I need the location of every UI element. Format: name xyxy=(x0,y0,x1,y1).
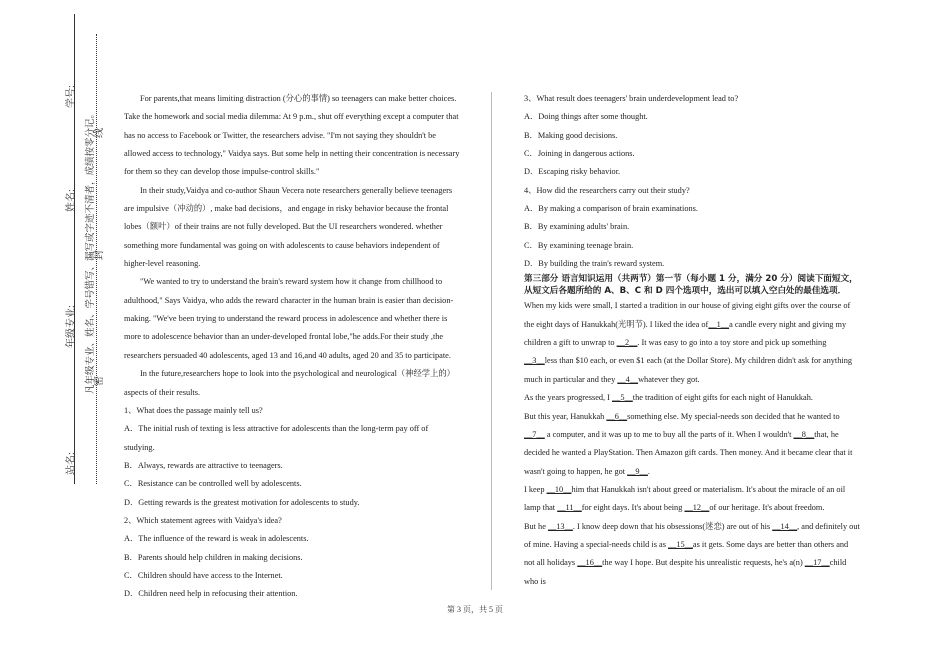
cloze-text: But he xyxy=(524,521,546,531)
cloze-blank-15: __15__ xyxy=(668,539,693,549)
question-4-option-b: B．By examining adults' brain. xyxy=(524,222,630,232)
question-4-option-d: D．By building the train's reward system. xyxy=(524,259,665,269)
cloze-text: whatever they got. xyxy=(638,374,700,384)
question-2-option-a: A．The influence of the reward is weak in adolescents. xyxy=(124,534,309,544)
question-3: 3、What result does teenagers' brain underdevelopment lead to? xyxy=(524,94,739,103)
cloze-blank-5: __5__ xyxy=(612,393,633,403)
section-heading: 第三部分 语言知识运用（共两节）第一节（每小题 1 分，满分 20 分）阅读下面短文，从短文后各题所给的 A、B、C 和 D 四个选项中，选出可以填入空白处的最佳选项． xyxy=(524,274,858,297)
cloze-blank-12: __12__ xyxy=(684,503,710,513)
cloze-blank-16: __16__ xyxy=(577,558,603,568)
question-1-option-d: D．Getting rewards is the greatest motivation for adolescents to study. xyxy=(124,497,360,507)
cloze-blank-11: __11__ xyxy=(557,503,582,513)
question-2-option-b: B．Parents should help children in making decisions. xyxy=(124,552,303,562)
binding-margin xyxy=(0,0,118,672)
question-1-option-c: C．Resistance can be controlled well by adolescents. xyxy=(124,479,302,489)
seal-char-2: 封 xyxy=(94,250,105,260)
cloze-text: . It was easy to go into a toy store and pick up something xyxy=(637,338,827,348)
passage-paragraph: In their study,Vaidya and co-author Shaun Vecera note researchers generally believe teenagers are impulsive（冲动的）, make bad decisions，and engage in risky behavior because the frontal lobes（额叶）of their trains are not fully developed. But the UI researchers wondered. whether something more fundamental was going on with adolescents to cause behaviors independent of higher-level reasoning. xyxy=(124,185,453,269)
class-label: 年级专业: xyxy=(66,305,77,348)
question-2-option-c: C．Children should have access to the Internet. xyxy=(124,570,283,580)
cloze-text: less than $10 each, or even $1 each (at the Dollar Store). My children didn't ask for anything much in particular and they xyxy=(524,356,852,384)
cloze-text: . xyxy=(647,466,650,476)
question-3-option-d: D．Escaping risky behavior. xyxy=(524,167,621,177)
cloze-blank-4: __4__ xyxy=(617,374,639,384)
seal-char: 密 xyxy=(94,376,105,386)
passage-paragraph: For parents,that means limiting distraction (分心的事情) so teenagers can make better choices. Take the homework and social media dilemma: At 9 p.m., shut off everything except a computer that has no access to Facebook or Twitter, the researchers advise. "I'm not saying they shouldn't be allowed access to technology," Vaidya says. But some help in netting their concentration is necessary for them so they can develop those impulse-control skills." xyxy=(124,94,460,177)
column-divider xyxy=(491,92,492,590)
cloze-text: As the years progressed, I xyxy=(524,393,610,403)
cloze-paragraph xyxy=(524,389,860,407)
question-3-option-a: A．Doing things after some thought. xyxy=(524,112,648,122)
seal-char-3: 线 xyxy=(94,128,105,138)
question-1: 1、What does the passage mainly tell us? xyxy=(124,405,263,415)
right-column xyxy=(524,90,860,591)
school-label: 站名: xyxy=(66,452,77,475)
cloze-text: as it gets. Some days are better than others and not all holidays xyxy=(524,539,849,568)
name-label: 姓名: xyxy=(66,189,77,212)
cloze-text: a computer, and it was up to me to buy all the parts of it. When I wouldn't xyxy=(546,429,792,439)
question-3-option-b: B．Making good decisions. xyxy=(524,130,618,140)
cloze-text: the way I hope. But despite his unrealistic requests, he's a(n) xyxy=(602,558,803,568)
cloze-blank-13: __13__ xyxy=(547,521,573,531)
cloze-text: child who is xyxy=(524,558,847,586)
left-column xyxy=(124,90,460,604)
cloze-paragraph xyxy=(524,481,860,518)
cloze-paragraph xyxy=(524,297,860,389)
cloze-blank-14: __14__ xyxy=(772,521,798,531)
cloze-text: of our heritage. It's about freedom. xyxy=(709,503,825,513)
question-1-option-a: A．The initial rush of texting is less attractive for adolescents than the long-term pay off of studying. xyxy=(124,424,429,452)
question-1-option-b: B．Always, rewards are attractive to teenagers. xyxy=(124,460,283,470)
cloze-text: him that Hanukkah isn't about greed or materialism. It's about the miracle of an oil lamp that xyxy=(524,484,846,513)
student-id-label: 学号: xyxy=(66,85,77,108)
cloze-text: for eight days. It's about being xyxy=(581,503,683,513)
question-3-option-c: C．Joining in dangerous actions. xyxy=(524,149,635,159)
cloze-blank-7: __7__ xyxy=(524,429,545,439)
cloze-blank-2: __2__ xyxy=(616,338,638,348)
cloze-text: When my kids were small, I started a tradition in our house of giving eight gifts over the course of the eight days of Hanukkah(光明节). I liked the idea of xyxy=(524,301,851,329)
cloze-blank-8: __8__ xyxy=(793,429,815,439)
cloze-text: But this year, Hanukkah xyxy=(524,411,605,421)
cloze-blank-10: __10__ xyxy=(546,484,572,494)
question-2: 2、Which statement agrees with Vaidya's idea? xyxy=(124,515,282,525)
question-2-option-d: D．Children need help in refocusing their attention. xyxy=(124,589,298,599)
cloze-text: . I know deep down that his obsessions(迷恋) are out of his xyxy=(572,521,771,531)
cloze-text: a candle every night and giving my children a gift to unwrap to xyxy=(524,319,847,348)
page-number: 第 3 页，共 5 页 xyxy=(447,605,503,614)
cloze-blank-1: __1__ xyxy=(708,319,730,329)
passage-paragraph: "We wanted to try to understand the brain's reward system how it change from chillhood to adulthood," Says Vaidya, who adds the reward character in the human brain is easier than decision-making. "We've been trying to understand the reward process in adolescence and whether there is more to adolescence behavior than an under-developed frontal lobe,"he adds.For their study ,the researchers persuaded 40 adolescents, aged 13 and 16,and 40 adults, aged 20 and 35 to participate. xyxy=(124,277,454,360)
passage-paragraph: In the future,researchers hope to look into the psychological and neurological（神经学上的）aspects of their results. xyxy=(124,369,455,397)
cloze-paragraph xyxy=(524,408,860,481)
cloze-paragraph xyxy=(524,518,860,591)
question-4: 4、How did the researchers carry out their study? xyxy=(524,185,690,195)
cloze-blank-9: __9__ xyxy=(627,466,648,476)
cloze-text: something else. My special-needs son decided that he wanted to xyxy=(627,411,840,421)
cloze-text: , and definitely out of mine. Having a special-needs child is as xyxy=(524,521,860,549)
cloze-blank-6: __6__ xyxy=(606,411,628,421)
cloze-blank-3: __3__ xyxy=(524,356,545,366)
cloze-text: the tradition of eight gifts for each night of Hanukkah. xyxy=(632,393,813,403)
binding-notice: 凡年级专业、姓名、学号错写、漏写或字迹不清者，成绩按零分记。 xyxy=(86,108,96,394)
cloze-text: that, he decided he wanted a PlayStation. Then Amazon gift cards. Then money. And it became clear that it wasn't going to happen, he got xyxy=(524,429,853,476)
cloze-text: I keep xyxy=(524,484,545,494)
cloze-blank-17: __17__ xyxy=(804,558,830,568)
question-4-option-c: C．By examining teenage brain. xyxy=(524,240,634,250)
question-4-option-a: A．By making a comparison of brain examinations. xyxy=(524,204,698,214)
